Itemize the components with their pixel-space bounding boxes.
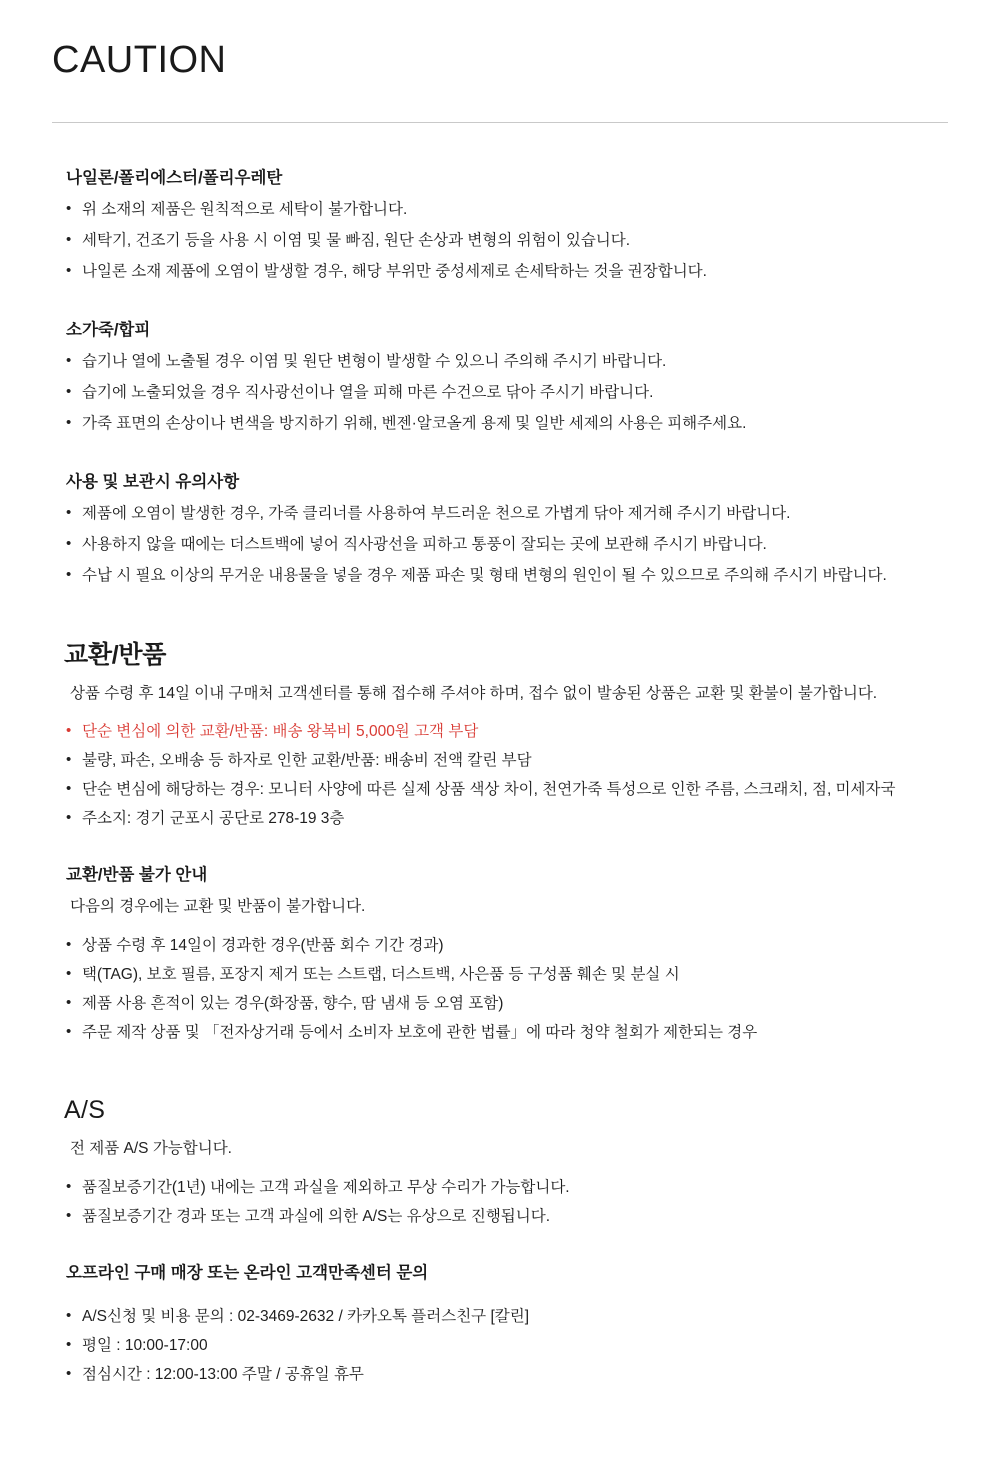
list-item: • 상품 수령 후 14일이 경과한 경우(반품 회수 기간 경과): [52, 934, 948, 958]
list-item: • 주문 제작 상품 및 「전자상거래 등에서 소비자 보호에 관한 법률」에 따라 청약 철회가 제한되는 경우: [52, 1021, 948, 1045]
spacer: [0, 123, 1000, 167]
section-heading: 오프라인 구매 매장 또는 온라인 고객만족센터 문의: [66, 1263, 429, 1282]
page-title: CAUTION: [52, 39, 227, 81]
section-heading: 소가죽/합피: [66, 320, 151, 339]
list-item: • 평일 : 10:00-17:00: [52, 1334, 948, 1358]
list-item: • 품질보증기간(1년) 내에는 고객 과실을 제외하고 무상 수리가 가능합니다.: [52, 1176, 948, 1200]
list-item: • 제품 사용 흔적이 있는 경우(화장품, 향수, 땀 냄새 등 오염 포함): [52, 992, 948, 1016]
section-bullet-list: [52, 502, 948, 588]
section-note: 전 제품 A/S 가능합니다.: [70, 1139, 232, 1157]
list-item: • 수납 시 필요 이상의 무거운 내용물을 넣을 경우 제품 파손 및 형태 변형의 원인이 될 수 있으므로 주의해 주시기 바랍니다.: [52, 564, 948, 588]
section-bullet-list: [52, 1176, 948, 1229]
list-item: • 불량, 파손, 오배송 등 하자로 인한 교환/반품: 배송비 전액 칼린 부담: [52, 749, 948, 773]
spacer: [52, 1293, 948, 1305]
list-item: • A/S신청 및 비용 문의 : 02-3469-2632 / 카카오톡 플러스친구 [칼린]: [52, 1305, 948, 1329]
list-item: • 단순 변심에 해당하는 경우: 모니터 사양에 따른 실제 상품 색상 차이, 천연가죽 특성으로 인한 주름, 스크래치, 점, 미세자국: [52, 778, 948, 802]
spacer: [52, 291, 948, 319]
section-exchange-return-denied: [52, 864, 948, 1045]
section-note: 다음의 경우에는 교환 및 반품이 불가합니다.: [70, 898, 366, 916]
list-item: • 습기나 열에 노출될 경우 이염 및 원단 변형이 발생할 수 있으니 주의해 주시기 바랍니다.: [52, 350, 948, 374]
section-bullet-list: [52, 934, 948, 1045]
section-after-service: [52, 1094, 948, 1228]
list-item: • 사용하지 않을 때에는 더스트백에 넣어 직사광선을 피하고 통풍이 잘되는 곳에 보관해 주시기 바랍니다.: [52, 533, 948, 557]
spacer: [52, 595, 948, 639]
section-cowhide-synthetic-leather: [52, 319, 948, 436]
section-bullet-list: [52, 720, 948, 831]
section-contact: [52, 1262, 948, 1387]
list-item: • 가죽 표면의 손상이나 변색을 방지하기 위해, 벤젠·알코올게 용제 및 일반 세제의 사용은 피해주세요.: [52, 412, 948, 436]
list-item: • 제품에 오염이 발생한 경우, 가죽 클리너를 사용하여 부드러운 천으로 가볍게 닦아 제거해 주시기 바랍니다.: [52, 502, 948, 526]
list-item: • 나일론 소재 제품에 오염이 발생할 경우, 해당 부위만 중성세제로 손세탁하는 것을 권장합니다.: [52, 260, 948, 284]
spacer: [52, 1050, 948, 1094]
section-nylon-polyester-polyurethane: [52, 167, 948, 284]
section-heading: 나일론/폴리에스터/폴리우레탄: [66, 168, 283, 187]
list-item: • 주소지: 경기 군포시 공단로 278-19 3층: [52, 807, 948, 831]
section-exchange-return: [52, 639, 948, 831]
list-item: • 습기에 노출되었을 경우 직사광선이나 열을 피해 마른 수건으로 닦아 주시기 바랍니다.: [52, 381, 948, 405]
section-heading: 교환/반품: [64, 641, 167, 670]
list-item: • 택(TAG), 보호 필름, 포장지 제거 또는 스트랩, 더스트백, 사은품 등 구성품 훼손 및 분실 시: [52, 963, 948, 987]
section-bullet-list: [52, 350, 948, 436]
section-usage-storage-notes: [52, 471, 948, 588]
spacer: [52, 836, 948, 864]
section-bullet-list: [52, 1305, 948, 1387]
list-item: • 위 소재의 제품은 원칙적으로 세탁이 불가합니다.: [52, 198, 948, 222]
spacer: [52, 443, 948, 471]
section-heading: 교환/반품 불가 안내: [66, 866, 208, 885]
spacer: [52, 1234, 948, 1262]
spacer: [52, 1392, 948, 1428]
section-bullet-list: [52, 198, 948, 284]
document-body: [0, 167, 1000, 1428]
list-item-highlighted: • 단순 변심에 의한 교환/반품: 배송 왕복비 5,000원 고객 부담: [52, 720, 948, 744]
section-note: 상품 수령 후 14일 이내 구매처 고객센터를 통해 접수해 주셔야 하며, 접수 없이 발송된 상품은 교환 및 환불이 불가합니다.: [70, 684, 878, 702]
list-item: • 세탁기, 건조기 등을 사용 시 이염 및 물 빠짐, 원단 손상과 변형의 위험이 있습니다.: [52, 229, 948, 253]
list-item: • 품질보증기간 경과 또는 고객 과실에 의한 A/S는 유상으로 진행됩니다.: [52, 1205, 948, 1229]
section-heading: 사용 및 보관시 유의사항: [66, 472, 240, 491]
section-heading: A/S: [64, 1096, 106, 1125]
list-item: • 점심시간 : 12:00-13:00 주말 / 공휴일 휴무: [52, 1363, 948, 1387]
